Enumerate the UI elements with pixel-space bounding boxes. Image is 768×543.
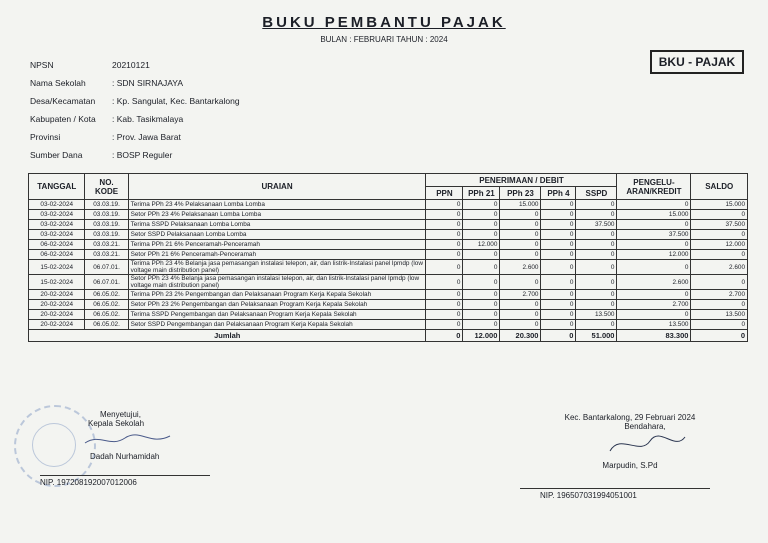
row-saldo: 12.000 <box>691 240 748 250</box>
table-row <box>29 260 748 275</box>
row-pph23: 0 <box>500 310 541 320</box>
row-tanggal: 20-02-2024 <box>29 300 85 310</box>
row-ppn: 0 <box>426 260 463 275</box>
principal-signature-scribble <box>80 428 200 450</box>
info-label: NPSN <box>30 60 54 70</box>
row-pph21: 0 <box>463 210 500 220</box>
row-ppn: 0 <box>426 210 463 220</box>
header-ppn: PPN <box>426 187 463 200</box>
row-uraian: Setor PPh 23 4% Pelaksanaan Lomba Lomba <box>128 210 426 220</box>
total-pph23: 20.300 <box>500 330 541 342</box>
header-saldo: SALDO <box>691 174 748 200</box>
row-pph4: 0 <box>541 210 576 220</box>
row-saldo: 2.600 <box>691 260 748 275</box>
row-kode: 06.05.02. <box>85 320 128 330</box>
signature-principal <box>40 410 240 487</box>
row-pph4: 0 <box>541 250 576 260</box>
sig-left-line2: Kepala Sekolah <box>88 419 145 428</box>
row-saldo: 0 <box>691 275 748 290</box>
row-uraian: Setor SSPD Pengembangan dan Pelaksanaan Program Kerja Kepala Sekolah <box>128 320 426 330</box>
header-kode: NO. KODE <box>85 174 128 200</box>
header-pengeluaran: PENGELU- ARAN/KREDIT <box>617 174 691 200</box>
row-tanggal: 03-02-2024 <box>29 230 85 240</box>
row-sspd: 0 <box>576 210 617 220</box>
row-saldo: 0 <box>691 300 748 310</box>
row-sspd: 37.500 <box>576 220 617 230</box>
row-pph21: 0 <box>463 260 500 275</box>
total-ppn: 0 <box>426 330 463 342</box>
sig-left-underline <box>40 475 210 476</box>
total-sspd: 51.000 <box>576 330 617 342</box>
row-pph23: 0 <box>500 320 541 330</box>
row-pph21: 0 <box>463 200 500 210</box>
row-pph23: 0 <box>500 210 541 220</box>
info-row <box>30 78 240 96</box>
row-pph23: 2.600 <box>500 260 541 275</box>
row-pph21: 0 <box>463 290 500 300</box>
row-kode: 03.03.19. <box>85 220 128 230</box>
header-sspd: SSPD <box>576 187 617 200</box>
document-subtitle: BULAN : FEBRUARI TAHUN : 2024 <box>320 35 448 44</box>
row-kode: 06.05.02. <box>85 300 128 310</box>
row-kredit: 37.500 <box>617 230 691 240</box>
row-uraian: Terima SSPD Pengembangan dan Pelaksanaan Program Kerja Kepala Sekolah <box>128 310 426 320</box>
row-saldo: 0 <box>691 320 748 330</box>
row-ppn: 0 <box>426 220 463 230</box>
header-pph21: PPh 21 <box>463 187 500 200</box>
info-value: 20210121 <box>112 60 150 70</box>
sig-right-line2: Bendahara, <box>624 422 666 431</box>
row-saldo: 2.700 <box>691 290 748 300</box>
row-saldo: 0 <box>691 230 748 240</box>
row-kredit: 13.500 <box>617 320 691 330</box>
row-sspd: 0 <box>576 290 617 300</box>
row-saldo: 13.500 <box>691 310 748 320</box>
row-pph23: 2.700 <box>500 290 541 300</box>
total-kredit: 83.300 <box>617 330 691 342</box>
table-row <box>29 275 748 290</box>
info-row <box>30 114 240 132</box>
row-pph21: 0 <box>463 310 500 320</box>
total-saldo: 0 <box>691 330 748 342</box>
row-tanggal: 20-02-2024 <box>29 290 85 300</box>
row-ppn: 0 <box>426 320 463 330</box>
row-ppn: 0 <box>426 200 463 210</box>
table-row <box>29 200 748 210</box>
row-sspd: 0 <box>576 200 617 210</box>
sig-left-name: Dadah Nurhamidah <box>90 452 160 461</box>
signature-treasurer <box>520 413 740 500</box>
tax-ledger-table <box>28 173 748 342</box>
row-kode: 03.03.21. <box>85 250 128 260</box>
row-uraian: Terima PPh 23 4% Pelaksanaan Lomba Lomba <box>128 200 426 210</box>
table-row <box>29 310 748 320</box>
sig-right-nip: NIP. 196507031994051001 <box>540 491 637 500</box>
row-kredit: 0 <box>617 200 691 210</box>
row-tanggal: 20-02-2024 <box>29 320 85 330</box>
row-kredit: 0 <box>617 310 691 320</box>
table-row <box>29 300 748 310</box>
row-pph23: 0 <box>500 275 541 290</box>
table-row <box>29 220 748 230</box>
table-row <box>29 240 748 250</box>
sig-left-nip: NIP. 197208192007012006 <box>40 478 137 487</box>
row-uraian: Setor SSPD Pelaksanaan Lomba Lomba <box>128 230 426 240</box>
row-kredit: 15.000 <box>617 210 691 220</box>
row-tanggal: 15-02-2024 <box>29 275 85 290</box>
row-pph21: 0 <box>463 230 500 240</box>
bku-badge: BKU - PAJAK <box>650 50 744 74</box>
row-pph4: 0 <box>541 320 576 330</box>
row-kredit: 0 <box>617 260 691 275</box>
row-kode: 03.03.19. <box>85 230 128 240</box>
document-title: BUKU PEMBANTU PAJAK <box>262 14 506 31</box>
info-row <box>30 96 240 114</box>
row-pph4: 0 <box>541 300 576 310</box>
row-pph23: 0 <box>500 240 541 250</box>
row-kredit: 0 <box>617 290 691 300</box>
row-pph21: 0 <box>463 250 500 260</box>
row-saldo: 0 <box>691 210 748 220</box>
header-tanggal: TANGGAL <box>29 174 85 200</box>
row-ppn: 0 <box>426 290 463 300</box>
row-ppn: 0 <box>426 310 463 320</box>
school-info <box>30 60 240 168</box>
header-uraian: URAIAN <box>128 174 426 200</box>
info-label: Provinsi <box>30 132 61 142</box>
row-uraian: Terima PPh 23 4% Belanja jasa pemasangan instalasi telepon, air, dan listrik-Instalasi panel lpmdp (low voltage main distribution panel) <box>128 260 426 275</box>
row-sspd: 0 <box>576 275 617 290</box>
row-kredit: 2.600 <box>617 275 691 290</box>
total-pph4: 0 <box>541 330 576 342</box>
row-sspd: 0 <box>576 250 617 260</box>
row-pph23: 0 <box>500 230 541 240</box>
row-pph23: 15.000 <box>500 200 541 210</box>
row-kode: 06.05.02. <box>85 290 128 300</box>
info-value: : Kab. Tasikmalaya <box>112 114 184 124</box>
row-pph21: 0 <box>463 320 500 330</box>
row-ppn: 0 <box>426 250 463 260</box>
info-row <box>30 150 240 168</box>
row-uraian: Setor PPh 23 4% Belanja jasa pemasangan instalasi telepon, air, dan listrik-Instalasi panel lpmdp (low voltage main distribution panel) <box>128 275 426 290</box>
row-sspd: 0 <box>576 230 617 240</box>
row-ppn: 0 <box>426 240 463 250</box>
row-uraian: Terima SSPD Pelaksanaan Lomba Lomba <box>128 220 426 230</box>
row-kredit: 2.700 <box>617 300 691 310</box>
header-pph23: PPh 23 <box>500 187 541 200</box>
row-sspd: 13.500 <box>576 310 617 320</box>
row-kode: 06.05.02. <box>85 310 128 320</box>
row-saldo: 0 <box>691 250 748 260</box>
sig-right-line1: Kec. Bantarkalong, 29 Februari 2024 <box>564 413 696 422</box>
row-pph4: 0 <box>541 220 576 230</box>
row-ppn: 0 <box>426 300 463 310</box>
row-kredit: 0 <box>617 220 691 230</box>
row-tanggal: 03-02-2024 <box>29 220 85 230</box>
row-pph23: 0 <box>500 300 541 310</box>
sig-right-name: Marpudin, S.Pd <box>602 461 658 470</box>
row-pph21: 12.000 <box>463 240 500 250</box>
row-sspd: 0 <box>576 320 617 330</box>
ledger-body <box>29 200 748 330</box>
table-row <box>29 320 748 330</box>
sig-left-line1: Menyetujui, <box>100 410 141 419</box>
row-tanggal: 06-02-2024 <box>29 240 85 250</box>
row-tanggal: 03-02-2024 <box>29 200 85 210</box>
header-penerimaan: PENERIMAAN / DEBIT <box>426 174 617 187</box>
row-pph4: 0 <box>541 290 576 300</box>
row-pph4: 0 <box>541 260 576 275</box>
row-pph4: 0 <box>541 275 576 290</box>
row-kredit: 0 <box>617 240 691 250</box>
info-label: Kabupaten / Kota <box>30 114 96 124</box>
row-pph21: 0 <box>463 300 500 310</box>
row-kode: 03.03.19. <box>85 210 128 220</box>
row-sspd: 0 <box>576 240 617 250</box>
info-value: : Prov. Jawa Barat <box>112 132 181 142</box>
row-pph4: 0 <box>541 230 576 240</box>
row-pph23: 0 <box>500 250 541 260</box>
row-uraian: Setor PPh 23 2% Pengembangan dan Pelaksanaan Program Kerja Kepala Sekolah <box>128 300 426 310</box>
row-pph4: 0 <box>541 200 576 210</box>
info-value: : SDN SIRNAJAYA <box>112 78 184 88</box>
table-row <box>29 250 748 260</box>
total-row <box>29 330 748 342</box>
row-uraian: Setor PPh 21 6% Penceramah-Penceramah <box>128 250 426 260</box>
table-row <box>29 290 748 300</box>
info-value: : Kp. Sangulat, Kec. Bantarkalong <box>112 96 240 106</box>
row-pph23: 0 <box>500 220 541 230</box>
row-kode: 06.07.01. <box>85 260 128 275</box>
row-uraian: Terima PPh 21 6% Penceramah-Penceramah <box>128 240 426 250</box>
row-pph4: 0 <box>541 310 576 320</box>
row-ppn: 0 <box>426 230 463 240</box>
info-label: Sumber Dana <box>30 150 83 160</box>
row-sspd: 0 <box>576 260 617 275</box>
info-value: : BOSP Reguler <box>112 150 173 160</box>
sig-right-underline <box>520 488 710 489</box>
table-row <box>29 230 748 240</box>
row-ppn: 0 <box>426 275 463 290</box>
row-uraian: Terima PPh 23 2% Pengembangan dan Pelaksanaan Program Kerja Kepala Sekolah <box>128 290 426 300</box>
row-tanggal: 03-02-2024 <box>29 210 85 220</box>
row-saldo: 15.000 <box>691 200 748 210</box>
row-pph21: 0 <box>463 220 500 230</box>
row-tanggal: 20-02-2024 <box>29 310 85 320</box>
row-pph21: 0 <box>463 275 500 290</box>
row-tanggal: 06-02-2024 <box>29 250 85 260</box>
treasurer-signature-scribble <box>590 431 710 459</box>
row-saldo: 37.500 <box>691 220 748 230</box>
row-sspd: 0 <box>576 300 617 310</box>
info-row <box>30 132 240 150</box>
info-label: Nama Sekolah <box>30 78 86 88</box>
info-label: Desa/Kecamatan <box>30 96 96 106</box>
table-row <box>29 210 748 220</box>
header-pph4: PPh 4 <box>541 187 576 200</box>
row-kredit: 12.000 <box>617 250 691 260</box>
info-row <box>30 60 240 78</box>
total-pph21: 12.000 <box>463 330 500 342</box>
row-kode: 03.03.21. <box>85 240 128 250</box>
total-label: Jumlah <box>29 330 426 342</box>
row-pph4: 0 <box>541 240 576 250</box>
row-kode: 03.03.19. <box>85 200 128 210</box>
row-tanggal: 15-02-2024 <box>29 260 85 275</box>
row-kode: 06.07.01. <box>85 275 128 290</box>
